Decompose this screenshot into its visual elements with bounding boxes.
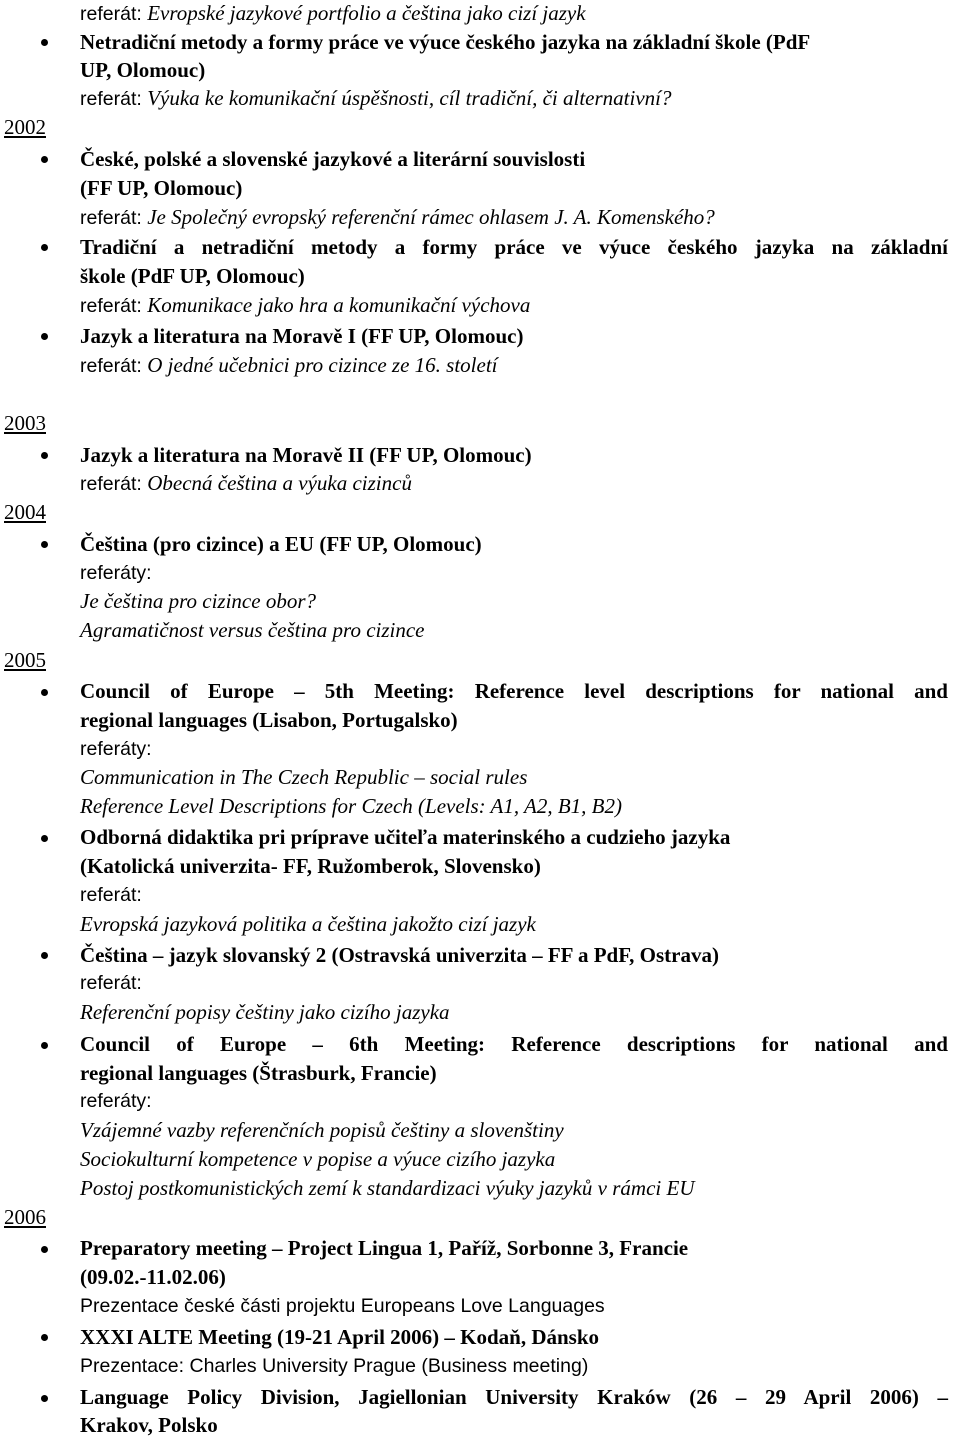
presentation-text: Charles University Prague (Business meeting) <box>189 1355 589 1377</box>
event-title: Jazyk a literatura na Moravě II (FF UP, Olomouc) <box>80 443 532 467</box>
paper-title: Postoj postkomunistických zemí k standardizaci výuky jazyků v rámci EU <box>80 1176 695 1200</box>
paper-title: Reference Level Descriptions for Czech (Levels: A1, A2, B1, B2) <box>80 794 622 818</box>
paper-title: Evropská jazyková politika a čeština jakožto cizí jazyk <box>80 912 536 936</box>
bullet-icon <box>41 452 48 459</box>
paper-line <box>80 468 948 498</box>
event-title-cont: (Katolická univerzita- FF, Ružomberok, Slovensko) <box>80 854 541 878</box>
event-title: Council of Europe – 5th Meeting: Reference level descriptions for national and <box>80 679 948 703</box>
bullet-icon <box>41 39 48 46</box>
item-label: referát: <box>80 207 148 229</box>
paper-title: Sociokulturní kompetence v popise a výuce cizího jazyka <box>80 1147 556 1171</box>
bullet-icon <box>41 1042 48 1049</box>
year-heading: 2006 <box>4 1205 46 1229</box>
presentation-line: Prezentace české části projektu Europeans Love Languages <box>80 1295 605 1317</box>
event-title: Čeština (pro cizince) a EU (FF UP, Olomouc) <box>80 532 482 556</box>
event-title: Language Policy Division, Jagiellonian University Kraków (26 – 29 April 2006) – <box>80 1385 948 1409</box>
paper-line <box>80 83 948 113</box>
paper-title: O jedné učebnici pro cizince ze 16. století <box>147 353 498 377</box>
bullet-icon <box>41 1246 48 1253</box>
bullet-icon <box>41 541 48 548</box>
item-label: Prezentace: <box>80 1355 190 1377</box>
event-title-cont: škole (PdF UP, Olomouc) <box>80 264 305 288</box>
item-label: referát: <box>80 3 148 25</box>
item-label: referát: <box>80 972 142 994</box>
item-label: referát: <box>80 473 148 495</box>
item-label: referáty: <box>80 562 152 584</box>
paper-line <box>80 350 948 380</box>
year-heading: 2005 <box>4 648 46 672</box>
year-heading: 2002 <box>4 115 46 139</box>
event-title-cont: Krakov, Polsko <box>80 1413 218 1437</box>
presentation-line <box>80 1350 948 1380</box>
bullet-icon <box>41 835 48 842</box>
paper-line <box>80 0 948 28</box>
paper-title: Agramatičnost versus čeština pro cizince <box>80 618 425 642</box>
bullet-icon <box>41 333 48 340</box>
event-title-cont: (09.02.-11.02.06) <box>80 1265 226 1289</box>
item-label: referát: <box>80 295 148 317</box>
event-title: Netradiční metody a formy práce ve výuce českého jazyka na základní škole (PdF <box>80 30 811 54</box>
event-title-cont: (FF UP, Olomouc) <box>80 176 243 200</box>
item-label: referáty: <box>80 1090 152 1112</box>
paper-title: Je čeština pro cizince obor? <box>80 589 316 613</box>
event-title: Jazyk a literatura na Moravě I (FF UP, Olomouc) <box>80 324 524 348</box>
paper-line <box>80 290 948 320</box>
year-heading: 2003 <box>4 411 46 435</box>
bullet-icon <box>41 1334 48 1341</box>
paper-title: Referenční popisy češtiny jako cizího jazyka <box>80 1000 450 1024</box>
paper-title: Evropské jazykové portfolio a čeština jako cizí jazyk <box>147 1 586 25</box>
event-title: Preparatory meeting – Project Lingua 1, Paříž, Sorbonne 3, Francie <box>80 1236 689 1260</box>
paper-title: Výuka ke komunikační úspěšnosti, cíl tradiční, či alternativní? <box>147 86 672 110</box>
event-title-cont: regional languages (Lisabon, Portugalsko) <box>80 708 458 732</box>
bullet-icon <box>41 244 48 251</box>
event-title: České, polské a slovenské jazykové a literární souvislosti <box>80 147 586 171</box>
paper-title: Obecná čeština a výuka cizinců <box>147 471 412 495</box>
event-title-cont: regional languages (Štrasburk, Francie) <box>80 1061 437 1085</box>
event-title: Council of Europe – 6th Meeting: Reference descriptions for national and <box>80 1032 948 1056</box>
paper-title: Komunikace jako hra a komunikační výchova <box>147 293 531 317</box>
bullet-icon <box>41 1395 48 1402</box>
item-label: referát: <box>80 355 148 377</box>
event-title-cont: UP, Olomouc) <box>80 58 206 82</box>
bullet-icon <box>41 689 48 696</box>
event-title: XXXI ALTE Meeting (19-21 April 2006) – Kodaň, Dánsko <box>80 1325 600 1349</box>
item-label: referát: <box>80 88 148 110</box>
paper-title: Vzájemné vazby referenčních popisů češtiny a slovenštiny <box>80 1118 564 1142</box>
event-title: Tradiční a netradiční metody a formy práce ve výuce českého jazyka na základní <box>80 235 948 259</box>
paper-title: Je Společný evropský referenční rámec ohlasem J. A. Komenského? <box>147 205 715 229</box>
event-title: Odborná didaktika pri príprave učiteľa materinského a cudzieho jazyka <box>80 825 731 849</box>
item-label: referáty: <box>80 738 152 760</box>
paper-title: Communication in The Czech Republic – social rules <box>80 765 528 789</box>
year-heading: 2004 <box>4 500 46 524</box>
paper-line <box>80 202 948 232</box>
bullet-icon <box>41 156 48 163</box>
event-title: Čeština – jazyk slovanský 2 (Ostravská univerzita – FF a PdF, Ostrava) <box>80 943 719 967</box>
item-label: referát: <box>80 884 142 906</box>
bullet-icon <box>41 952 48 959</box>
